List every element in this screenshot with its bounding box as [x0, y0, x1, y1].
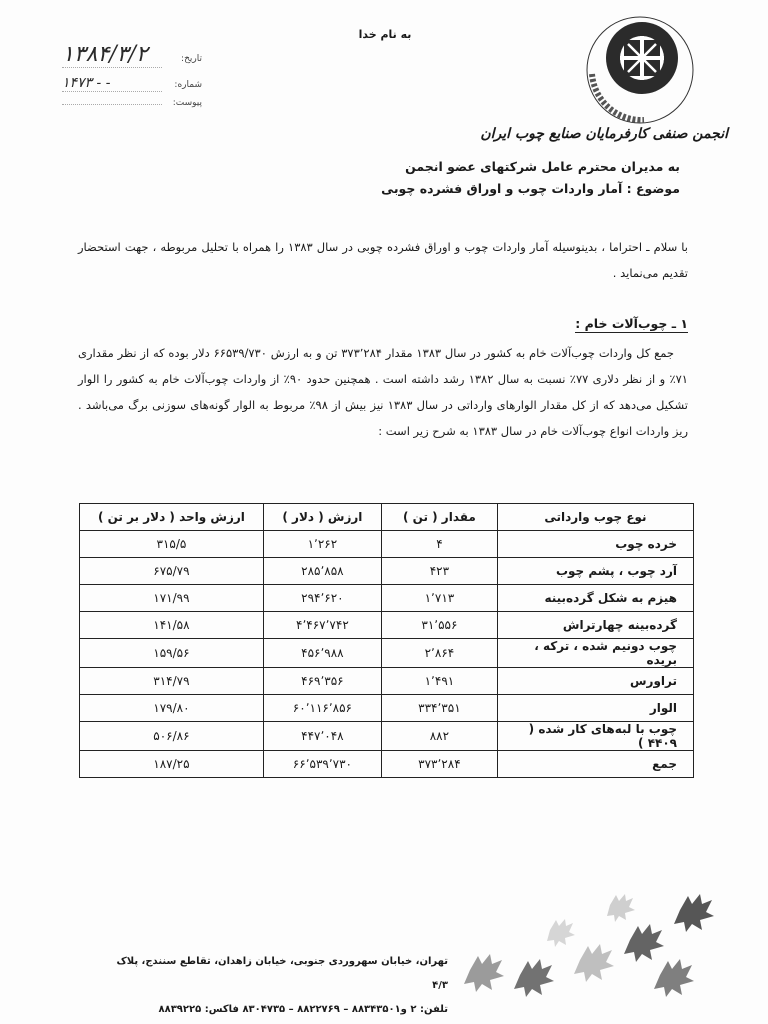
- cell-type: تراورس: [497, 668, 693, 695]
- cell-type: چوب دونیم شده ، ترکه ، بریده: [497, 639, 693, 668]
- cell-quantity: ۲٬۸۶۴: [381, 639, 497, 668]
- cell-value: ۴٬۴۶۷٬۷۴۲: [263, 612, 381, 639]
- cell-unit-value: ۵۰۶/۸۶: [80, 722, 264, 751]
- body-paragraph: [78, 340, 688, 444]
- cell-value: ۱٬۲۶۲: [263, 531, 381, 558]
- header-value: ارزش ( دلار ): [263, 504, 381, 531]
- cell-type: الوار: [497, 695, 693, 722]
- cell-type: جمع: [497, 751, 693, 778]
- organization-name: انجمن صنفی کارفرمایان صنایع چوب ایران: [480, 126, 728, 142]
- table-row: [80, 585, 694, 612]
- imports-table: [79, 503, 694, 778]
- table-row: [80, 612, 694, 639]
- meta-attachment: [62, 98, 202, 121]
- cell-quantity: ۳۷۳٬۲۸۴: [381, 751, 497, 778]
- table-row: [80, 531, 694, 558]
- cell-quantity: ۱٬۴۹۱: [381, 668, 497, 695]
- cell-quantity: ۴: [381, 531, 497, 558]
- cell-value: ۶۶٬۵۳۹٬۷۳۰: [263, 751, 381, 778]
- cell-unit-value: ۳۱۵/۵: [80, 531, 264, 558]
- table-row: [80, 668, 694, 695]
- cell-type: هیزم به شکل گرده‌بینه: [497, 585, 693, 612]
- cell-quantity: ۳۳۴٬۳۵۱: [381, 695, 497, 722]
- cell-type: چوب با لبه‌های کار شده ( ۴۴۰۹ ): [497, 722, 693, 751]
- cell-value: ۶۰٬۱۱۶٬۸۵۶: [263, 695, 381, 722]
- attachment-value: [62, 104, 162, 105]
- cell-unit-value: ۱۷۱/۹۹: [80, 585, 264, 612]
- date-value: ۱۳۸۴/۳/۲: [62, 42, 162, 68]
- cell-quantity: ۱٬۷۱۳: [381, 585, 497, 612]
- letterhead-footer: [108, 950, 448, 1022]
- cell-unit-value: ۱۸۷/۲۵: [80, 751, 264, 778]
- table-row: [80, 639, 694, 668]
- table-row: [80, 695, 694, 722]
- cell-value: ۴۶۹٬۳۵۶: [263, 668, 381, 695]
- cell-unit-value: ۱۵۹/۵۶: [80, 639, 264, 668]
- table-row: [80, 558, 694, 585]
- bismillah-heading: به نام خدا: [358, 28, 412, 41]
- cell-type: گرده‌بینه چهارتراش: [497, 612, 693, 639]
- table-total-row: [80, 751, 694, 778]
- body-text: جمع کل واردات چوب‌آلات خام به کشور در سال ۱۳۸۳ مقدار ۳۷۳٬۲۸۴ تن و به ارزش ۶۶۵۳۹/۷۳۰ دلار بوده که از نظر مقداری ۷۱٪ و از نظر دلاری ۷۷٪ نسبت به سال ۱۳۸۲ رشد داشته است . همچنین حدود ۹۰٪ از واردات چوب‌آلات خام به کشور را الوار تشکیل می‌دهد که از کل مقدار الوارهای وارداتی در سال ۱۳۸۳ نیز بیش از ۹۸٪ مربوط به الوار گونه‌های سوزنی برگ می‌باشد . ریز واردات انواع چوب‌آلات خام در سال ۱۳۸۳ به شرح زیر است :: [78, 346, 688, 438]
- subject-line: موضوع : آمار واردات چوب و اوراق فشرده چوبی: [381, 181, 680, 196]
- imports-table-wrapper: [79, 503, 694, 778]
- footer-address: تهران، خیابان سهروردی جنوبی، خیابان زاهدان، تقاطع سنندج، پلاک ۴/۳: [116, 956, 448, 991]
- cell-quantity: ۳۱٬۵۵۶: [381, 612, 497, 639]
- table-row: [80, 722, 694, 751]
- cell-value: ۲۹۴٬۶۲۰: [263, 585, 381, 612]
- table-header-row: [80, 504, 694, 531]
- number-label: شماره:: [174, 80, 202, 90]
- cell-quantity: ۴۲۳: [381, 558, 497, 585]
- meta-number: [62, 75, 202, 98]
- meta-date: [62, 42, 202, 75]
- header-wood-type: نوع چوب وارداتی: [497, 504, 693, 531]
- cell-unit-value: ۱۴۱/۵۸: [80, 612, 264, 639]
- letter-addressing: [320, 156, 680, 200]
- cell-unit-value: ۶۷۵/۷۹: [80, 558, 264, 585]
- cell-value: ۴۴۷٬۰۴۸: [263, 722, 381, 751]
- association-seal-icon: [584, 14, 696, 126]
- attachment-label: پیوست:: [172, 98, 202, 108]
- maple-leaves-icon: [440, 880, 730, 1000]
- intro-paragraph: با سلام ـ احتراما ، بدینوسیله آمار واردات چوب و اوراق فشرده چوبی در سال ۱۳۸۳ را همراه با تحلیل مربوطه ، جهت استحضار تقدیم می‌نماید .: [78, 240, 688, 280]
- header-quantity: مقدار ( تن ): [381, 504, 497, 531]
- cell-value: ۲۸۵٬۸۵۸: [263, 558, 381, 585]
- cell-type: خرده چوب: [497, 531, 693, 558]
- cell-unit-value: ۱۷۹/۸۰: [80, 695, 264, 722]
- letter-meta: [62, 42, 202, 121]
- section-title: ۱ ـ چوب‌آلات خام :: [575, 316, 688, 331]
- cell-unit-value: ۳۱۴/۷۹: [80, 668, 264, 695]
- footer-phones: تلفن: ۲ و۸۸۳۴۳۵۰۱ – ۸۸۲۲۷۶۹ – ۸۳۰۴۷۳۵ فاکس: ۸۸۳۹۲۲۵: [158, 1004, 448, 1015]
- number-value: ۱۴۷۳ - -: [62, 75, 162, 92]
- cell-type: آرد چوب ، پشم چوب: [497, 558, 693, 585]
- date-label: تاریخ:: [181, 54, 202, 64]
- cell-quantity: ۸۸۲: [381, 722, 497, 751]
- recipient-line: به مدیران محترم عامل شرکتهای عضو انجمن: [405, 159, 680, 174]
- header-unit-value: ارزش واحد ( دلار بر تن ): [80, 504, 264, 531]
- cell-value: ۴۵۶٬۹۸۸: [263, 639, 381, 668]
